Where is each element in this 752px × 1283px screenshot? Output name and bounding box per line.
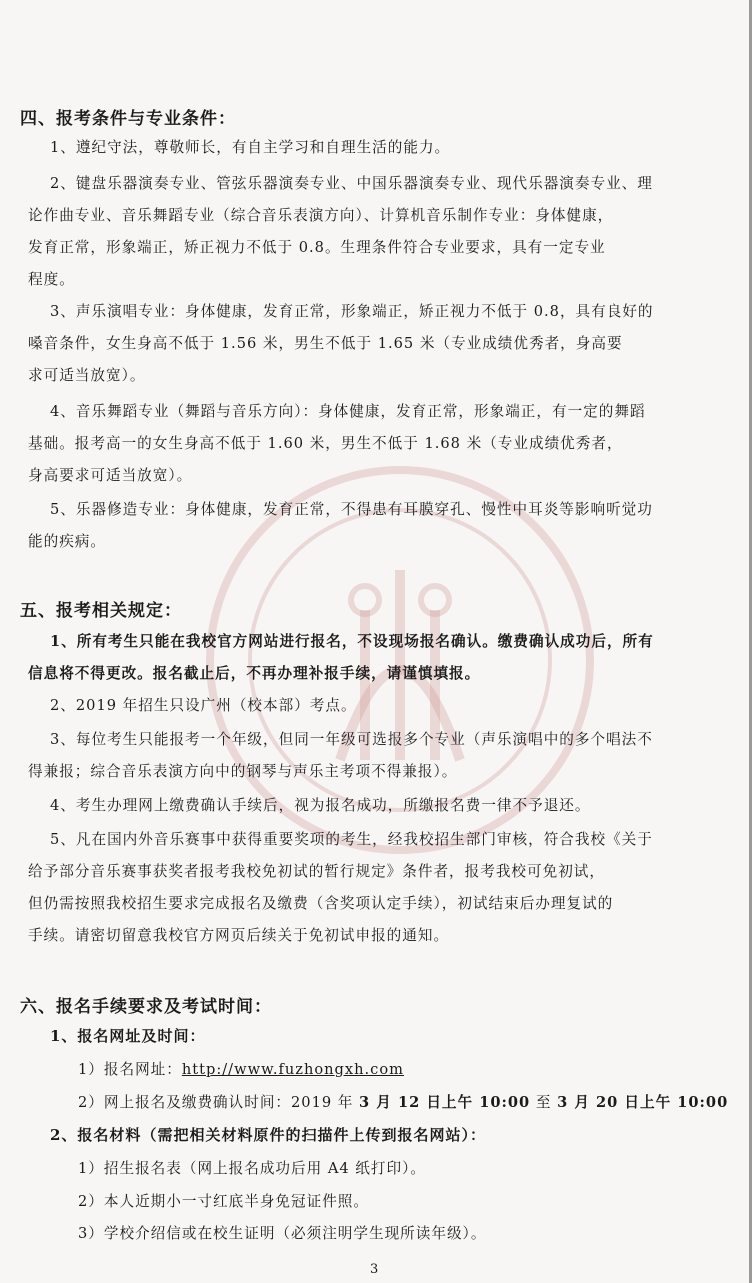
text-line: 嗓音条件，女生身高不低于 1.56 米，男生不低于 1.65 米（专业成绩优秀者，身高要 — [28, 335, 623, 352]
text-line: 基础。报考高一的女生身高不低于 1.60 米，男生不低于 1.68 米（专业成绩优秀者， — [28, 435, 623, 452]
page-number: 3 — [370, 1262, 379, 1277]
url-label: 1）报名网址： — [78, 1061, 182, 1078]
text-line: 1、遵纪守法，尊敬师长，有自主学习和自理生活的能力。 — [50, 139, 451, 156]
text-line: 论作曲专业、音乐舞蹈专业（综合音乐表演方向）、计算机音乐制作专业：身体健康， — [28, 207, 614, 224]
subsection-title: 2、报名材料（需把相关材料原件的扫描件上传到报名网站）： — [50, 1126, 486, 1144]
text-line: 3、声乐演唱专业：身体健康，发育正常，形象端正，矫正视力不低于 0.8，具有良好的 — [50, 303, 654, 320]
registration-url-link[interactable]: http://www.fuzhongxh.com — [181, 1061, 404, 1078]
text-line: 能的疾病。 — [28, 533, 106, 550]
section-5-title: 五、报考相关规定： — [20, 601, 182, 621]
subsection-title: 1、报名网址及时间： — [50, 1027, 206, 1045]
text-line: 1、所有考生只能在我校官方网站进行报名，不设现场报名确认。缴费确认成功后，所有 — [50, 633, 654, 650]
text-line: 4、音乐舞蹈专业（舞蹈与音乐方向）：身体健康，发育正常，形象端正，有一定的舞蹈 — [50, 403, 646, 420]
text-line: 5、凡在国内外音乐赛事中获得重要奖项的考生，经我校招生部门审核，符合我校《关于 — [50, 831, 653, 848]
list-item: 1）招生报名表（网上报名成功后用 A4 纸打印）。 — [78, 1160, 426, 1177]
text-line: 给予部分音乐赛事获奖者报考我校免初试的暂行规定》条件者，报考我校可免初试， — [28, 863, 605, 880]
end-time: 3 月 20 日上午 10:00 — [557, 1094, 729, 1111]
text-line: 2、2019 年招生只设广州（校本部）考点。 — [50, 697, 357, 714]
text-line: 求可适当放宽）。 — [28, 367, 146, 384]
text-line: 信息将不得更改。报名截止后，不再办理补报手续，请谨慎填报。 — [28, 665, 481, 682]
text-line: 4、考生办理网上缴费确认手续后，视为报名成功，所缴报名费一律不予退还。 — [50, 797, 591, 814]
text-line: 手续。请密切留意我校官方网页后续关于免初试申报的通知。 — [28, 927, 450, 944]
time-prefix: 2）网上报名及缴费确认时间：2019 年 — [78, 1094, 360, 1111]
text-line: 得兼报；综合音乐表演方向中的钢琴与声乐主考项不得兼报）。 — [28, 763, 458, 780]
list-item: 2）本人近期小一寸红底半身免冠证件照。 — [78, 1193, 369, 1210]
text-line: 但仍需按照我校招生要求完成报名及缴费（含奖项认定手续），初试结束后办理复试的 — [28, 895, 614, 912]
list-item — [78, 1091, 728, 1112]
section-4-title: 四、报考条件与专业条件： — [20, 109, 236, 129]
text-line: 3、每位考生只能报考一个年级，但同一年级可选报多个专业（声乐演唱中的多个唱法不 — [50, 731, 653, 748]
list-item — [78, 1058, 404, 1079]
text-line: 程度。 — [28, 271, 75, 288]
section-6-title: 六、报名手续要求及考试时间： — [20, 997, 272, 1017]
text-line: 2、键盘乐器演奏专业、管弦乐器演奏专业、中国乐器演奏专业、现代乐器演奏专业、理 — [50, 175, 653, 192]
text-line: 5、乐器修造专业：身体健康，发育正常，不得患有耳膜穿孔、慢性中耳炎等影响听觉功 — [50, 501, 653, 518]
time-separator: 至 — [530, 1094, 558, 1111]
list-item: 3）学校介绍信或在校生证明（必须注明学生现所读年级）。 — [78, 1225, 487, 1242]
text-line: 身高要求可适当放宽）。 — [28, 467, 193, 484]
start-time: 3 月 12 日上午 10:00 — [359, 1094, 531, 1111]
text-line: 发育正常，形象端正，矫正视力不低于 0.8。生理条件符合专业要求，具有一定专业 — [28, 239, 606, 256]
